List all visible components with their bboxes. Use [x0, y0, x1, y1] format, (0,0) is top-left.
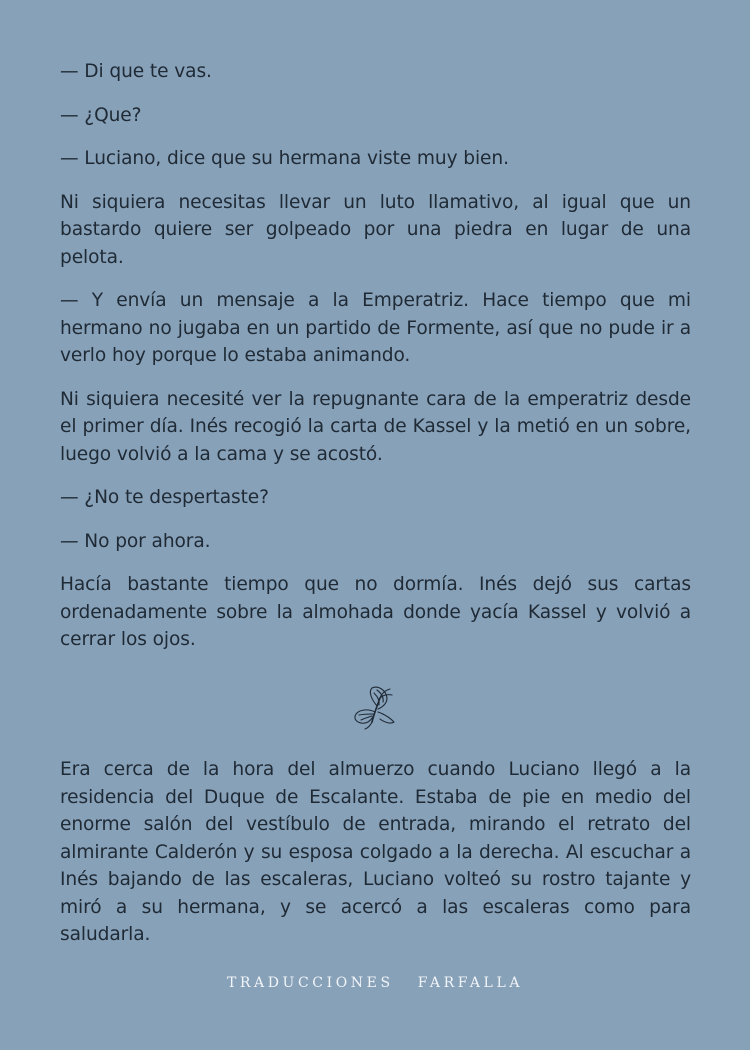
paragraph: — ¿Que?	[60, 104, 142, 126]
paragraph: — No por ahora.	[60, 530, 211, 552]
paragraph: — Di que te vas.	[60, 61, 212, 82]
footer-credit: TRADUCCIONES FARFALLA	[226, 975, 524, 991]
paragraph: Era cerca de la hora del almuerzo cuando Luciano llegó a la residencia del Duque de Escalante. Estaba de pie en medio del enorme salón del vestíbulo de entrada, mirando el retrato del almirante Calderón y su esposa colgado a la derecha. Al escuchar a Inés bajando de las escaleras, Luciano volteó su rostro tajante y miró a su hermana, y se acercó a las escaleras como para saludarla.	[60, 759, 691, 945]
body-text	[60, 58, 691, 670]
butterfly-icon	[350, 684, 400, 732]
paragraph: — ¿No te despertaste?	[60, 487, 269, 508]
lower-body-text	[60, 756, 691, 965]
paragraph: — Luciano, dice que su hermana viste muy bien.	[60, 148, 509, 169]
paragraph: — Y envía un mensaje a la Emperatriz. Hace tiempo que mi hermano no jugaba en un partido de Formente, así que no pude ir a verlo hoy porque lo estaba animando.	[60, 290, 691, 366]
paragraph: Hacía bastante tiempo que no dormía. Inés dejó sus cartas ordenadamente sobre la almohada donde yacía Kassel y volvió a cerrar los ojos.	[60, 574, 691, 650]
paragraph: Ni siquiera necesitas llevar un luto llamativo, al igual que un bastardo quiere ser golpeado por una piedra en lugar de una pelota.	[60, 191, 691, 268]
paragraph: Ni siquiera necesité ver la repugnante cara de la emperatriz desde el primer día. Inés recogió la carta de Kassel y la metió en un sobre, luego volvió a la cama y se acostó.	[60, 388, 691, 465]
